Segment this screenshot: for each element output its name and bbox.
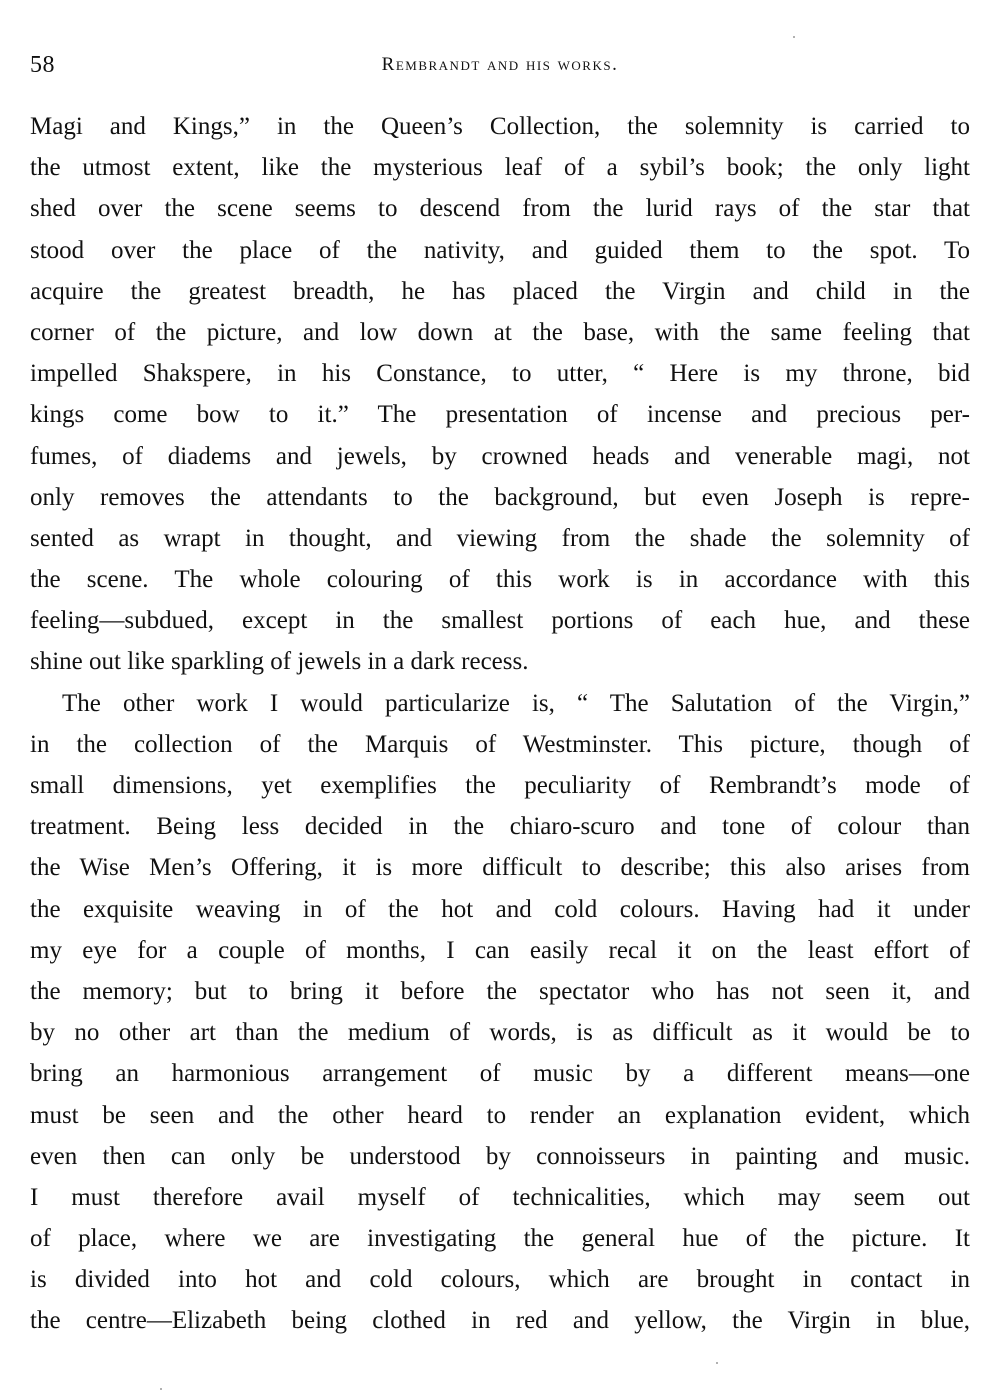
text-line: in the collection of the Marquis of Westminster. This picture, though of (30, 730, 970, 758)
text-line: must be seen and the other heard to render an explanation evident, which (30, 1101, 970, 1129)
text-line: feeling—subdued, except in the smallest portions of each hue, and these (30, 607, 970, 635)
body-text (30, 106, 970, 1342)
text-line: of place, where we are investigating the general hue of the picture. It (30, 1225, 970, 1253)
running-head: rembrandt and his works. (381, 54, 619, 75)
text-line: the utmost extent, like the mysterious leaf of a sybil’s book; the only light (30, 154, 970, 182)
text-line: treatment. Being less decided in the chiaro-scuro and tone of colour than (30, 813, 970, 841)
text-line: the exquisite weaving in of the hot and cold colours. Having had it under (30, 895, 970, 923)
text-line: is divided into hot and cold colours, which are brought in contact in (30, 1266, 970, 1294)
page-number: 58 (30, 52, 55, 78)
text-line: I must therefore avail myself of technicalities, which may seem out (30, 1183, 970, 1211)
text-line: stood over the place of the nativity, and guided them to the spot. To (30, 236, 970, 264)
text-line: kings come bow to it.” The presentation of incense and precious per- (30, 401, 970, 429)
text-line: shine out like sparkling of jewels in a dark recess. (30, 648, 529, 676)
text-line: acquire the greatest breadth, he has placed the Virgin and child in the (30, 277, 970, 305)
text-line: the centre—Elizabeth being clothed in red and yellow, the Virgin in blue, (30, 1307, 970, 1335)
text-line: the Wise Men’s Offering, it is more difficult to describe; this also arises from (30, 854, 970, 882)
text-line: only removes the attendants to the background, but even Joseph is repre- (30, 483, 970, 511)
text-line: shed over the scene seems to descend from the lurid rays of the star that (30, 195, 970, 223)
text-line: impelled Shakspere, in his Constance, to utter, “ Here is my throne, bid (30, 360, 970, 388)
text-line: the memory; but to bring it before the spectator who has not seen it, and (30, 977, 970, 1005)
page-header (30, 52, 970, 82)
text-line: corner of the picture, and low down at the base, with the same feeling that (30, 318, 970, 346)
text-line: bring an harmonious arrangement of music by a different means—one (30, 1060, 970, 1088)
print-speck (716, 1362, 718, 1364)
text-line: small dimensions, yet exemplifies the peculiarity of Rembrandt’s mode of (30, 772, 970, 799)
text-line: by no other art than the medium of words, is as difficult as it would be to (30, 1019, 970, 1047)
text-line: the scene. The whole colouring of this work is in accordance with this (30, 566, 970, 594)
text-line: Magi and Kings,” in the Queen’s Collection, the solemnity is carried to (30, 113, 970, 140)
print-speck (793, 36, 795, 38)
text-line: fumes, of diadems and jewels, by crowned heads and venerable magi, not (30, 442, 970, 470)
print-speck (160, 1388, 162, 1390)
text-line: sented as wrapt in thought, and viewing from the shade the solemnity of (30, 524, 970, 552)
text-line: my eye for a couple of months, I can easily recal it on the least effort of (30, 936, 970, 964)
text-line: even then can only be understood by connoisseurs in painting and music. (30, 1142, 970, 1170)
text-line: The other work I would particularize is, “ The Salutation of the Virgin,” (62, 689, 970, 717)
